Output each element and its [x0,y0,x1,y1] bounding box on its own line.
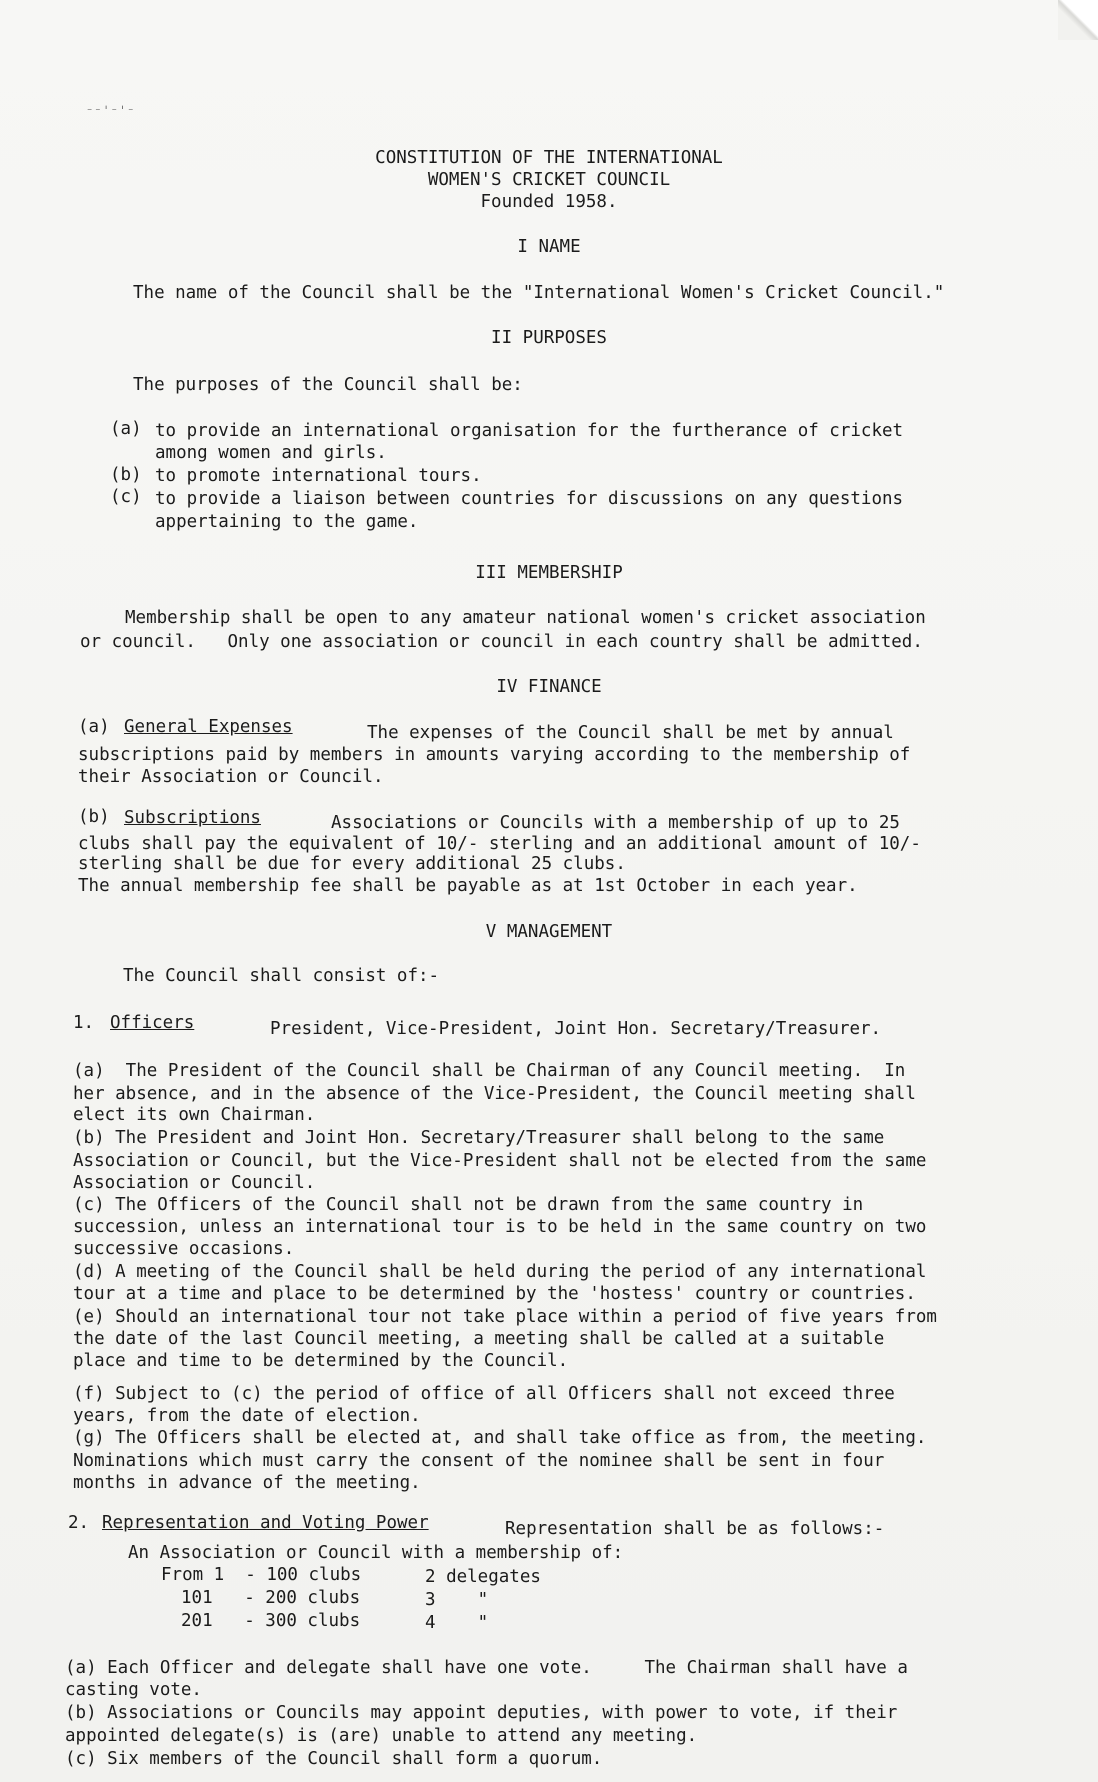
officers-clause-line: (d) A meeting of the Council shall be held during the period of any international [73,1262,927,1282]
officers-number: 1. [73,1013,95,1033]
representation-delegates: 3 " [425,1590,489,1610]
purpose-line: to promote international tours. [155,466,482,486]
purpose-label: (b) [110,465,142,485]
representation-range: 201 - 300 clubs [181,1611,361,1631]
subscriptions-title: Subscriptions [124,808,261,828]
finance-line: The annual membership fee shall be payable as at 1st October in each year. [78,876,858,896]
purpose-line: to provide an international organisation for the furtherance of cricket [155,421,904,441]
membership-line: Membership shall be open to any amateur national women's cricket association [125,608,926,628]
officers-clause-line: succession, unless an international tour is to be held in the same country on two [73,1217,927,1237]
heading-membership: III MEMBERSHIP [475,563,623,583]
representation-title: Representation and Voting Power [102,1513,429,1533]
voting-line: (a) Each Officer and delegate shall have one vote. The Chairman shall have a [65,1658,908,1678]
name-text: The name of the Council shall be the "International Women's Cricket Council." [133,283,945,303]
title-line-1: CONSTITUTION OF THE INTERNATIONAL [375,148,723,168]
officers-clause-line: successive occasions. [73,1239,295,1259]
officers-clause-line: tour at a time and place to be determined by the 'hostess' country or countries. [73,1284,916,1304]
purpose-line: to provide a liaison between countries for discussions on any questions [155,489,904,509]
purpose-label: (c) [110,487,142,507]
management-intro: The Council shall consist of:- [123,966,440,986]
representation-range: 101 - 200 clubs [181,1588,361,1608]
purpose-line: appertaining to the game. [155,512,419,532]
officers-title: Officers [110,1013,195,1033]
officers-clause-line: (f) Subject to (c) the period of office of all Officers shall not exceed three [73,1384,895,1404]
heading-name: I NAME [517,237,581,257]
representation-range: From 1 - 100 clubs [161,1565,362,1585]
officers-text: President, Vice-President, Joint Hon. Secretary/Treasurer. [270,1019,882,1039]
officers-clause-line: Association or Council, but the Vice-President shall not be elected from the same [73,1151,927,1171]
representation-number: 2. [68,1513,90,1533]
representation-delegates: 4 " [425,1613,489,1633]
representation-intro: An Association or Council with a membership of: [128,1543,624,1563]
officers-clause-line: her absence, and in the absence of the Vice-President, the Council meeting shall [73,1084,916,1104]
membership-line: or council. Only one association or council in each country shall be admitted. [80,632,923,652]
officers-clause-line: place and time to be determined by the Council. [73,1351,569,1371]
voting-line: appointed delegate(s) is (are) unable to attend any meeting. [65,1726,698,1746]
finance-line: their Association or Council. [78,767,384,787]
title-line-2: WOMEN'S CRICKET COUNCIL [427,170,671,190]
officers-clause-line: elect its own Chairman. [73,1105,316,1125]
officers-clause-line: (g) The Officers shall be elected at, and shall take office as from, the meeting. [73,1428,927,1448]
officers-clause-line: the date of the last Council meeting, a meeting shall be called at a suitable [73,1329,885,1349]
representation-delegates: 2 delegates [425,1567,541,1587]
finance-label: (b) [78,807,110,827]
officers-clause-line: months in advance of the meeting. [73,1473,421,1493]
voting-line: (b) Associations or Councils may appoint deputies, with power to vote, if their [65,1703,898,1723]
officers-clause-line: years, from the date of election. [73,1406,421,1426]
representation-text: Representation shall be as follows:- [505,1519,885,1539]
officers-clause-line: Association or Council. [73,1173,316,1193]
finance-line: The expenses of the Council shall be met by annual [367,723,894,743]
voting-line: (c) Six members of the Council shall form a quorum. [65,1749,603,1769]
officers-clause-line: (b) The President and Joint Hon. Secretary/Treasurer shall belong to the same [73,1128,885,1148]
purpose-line: among women and girls. [155,443,387,463]
page-fold [1058,0,1098,40]
officers-clause-line: (c) The Officers of the Council shall not be drawn from the same country in [73,1195,864,1215]
officers-clause-line: Nominations which must carry the consent of the nominee shall be sent in four [73,1451,885,1471]
finance-line: clubs shall pay the equivalent of 10/- sterling and an additional amount of 10/- [78,834,921,854]
general-expenses-title: General Expenses [124,717,293,737]
heading-purposes: II PURPOSES [491,328,607,348]
officers-clause-line: (a) The President of the Council shall be Chairman of any Council meeting. In [73,1061,906,1081]
heading-management: V MANAGEMENT [485,922,613,942]
finance-line: sterling shall be due for every additional 25 clubs. [78,854,626,874]
officers-clause-line: (e) Should an international tour not take place within a period of five years from [73,1307,937,1327]
purposes-intro: The purposes of the Council shall be: [133,375,523,395]
finance-line: Associations or Councils with a membership of up to 25 [331,813,900,833]
finance-label: (a) [78,717,110,737]
voting-line: casting vote. [65,1680,202,1700]
purpose-label: (a) [110,419,142,439]
handwritten-mark: ⁻⁻ˈ⁻ˈ⁻ [86,104,136,118]
finance-line: subscriptions paid by members in amounts varying according to the membership of [78,745,911,765]
heading-finance: IV FINANCE [496,677,602,697]
founded-line: Founded 1958. [480,192,618,212]
